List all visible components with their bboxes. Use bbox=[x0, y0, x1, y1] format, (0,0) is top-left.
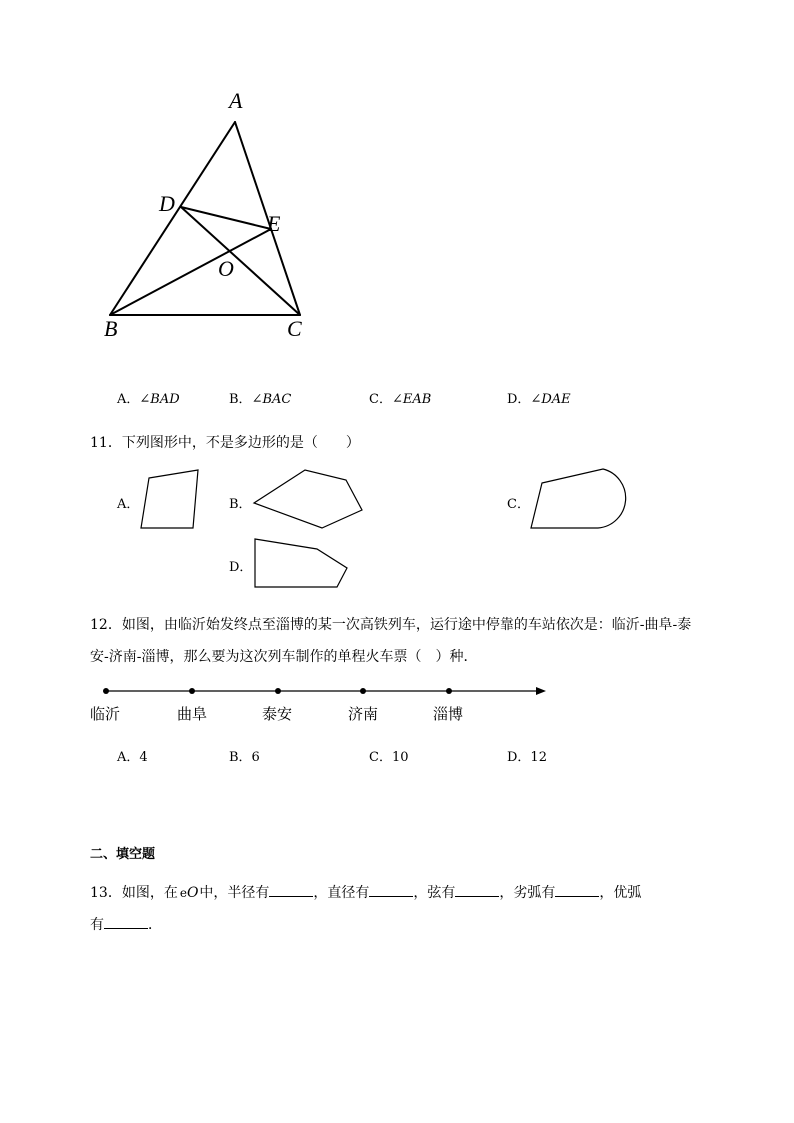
angle-symbol: ∠ bbox=[530, 392, 542, 407]
q13-question-line2 bbox=[90, 914, 162, 934]
circle-symbol: e bbox=[179, 886, 187, 900]
section-title: 二、填空题 bbox=[90, 847, 156, 862]
q11-option-b-label: B． bbox=[229, 497, 252, 512]
q13-line2-prefix: 有 bbox=[90, 917, 104, 933]
q11-option-a-label: A． bbox=[117, 497, 140, 512]
vertex-label-e: E bbox=[267, 211, 281, 236]
option-text: BAC bbox=[262, 392, 292, 407]
q13-prefix: 13．如图，在 bbox=[90, 885, 178, 901]
station-dot bbox=[103, 688, 109, 694]
option-letter: C． bbox=[369, 392, 392, 407]
q13-part5: ，优弧 bbox=[599, 885, 642, 901]
answer-blank-chord[interactable] bbox=[455, 882, 499, 897]
station-dot bbox=[189, 688, 195, 694]
q12-option-b: B．6 bbox=[229, 750, 260, 765]
answer-blank-diameter[interactable] bbox=[369, 882, 413, 897]
q11-question: 11．下列图形中，不是多边形的是（ ） bbox=[90, 435, 360, 451]
arrow-head bbox=[536, 687, 546, 695]
vertex-label-a: A bbox=[229, 88, 243, 113]
angle-symbol: ∠ bbox=[391, 392, 403, 407]
q11-option-c-label: C． bbox=[507, 497, 530, 512]
option-text: EAB bbox=[402, 392, 432, 407]
q12-question-line1: 12．如图，由临沂始发终点至淄博的某一次高铁列车，运行途中停靠的车站依次是：临沂-曲阜-泰 bbox=[90, 617, 692, 633]
option-text: DAE bbox=[541, 392, 571, 407]
q11-option-d-label: D． bbox=[229, 560, 253, 575]
vertex-label-c: C bbox=[287, 316, 302, 341]
option-letter: D． bbox=[507, 392, 531, 407]
station-label-linyi: 临沂 bbox=[90, 705, 121, 723]
answer-blank-radius[interactable] bbox=[269, 882, 313, 897]
station-label-taian: 泰安 bbox=[262, 705, 293, 723]
option-letter: A． bbox=[117, 392, 140, 407]
station-dot bbox=[275, 688, 281, 694]
answer-blank-minor-arc[interactable] bbox=[555, 882, 599, 897]
q13-part1: 中，半径有 bbox=[199, 885, 270, 901]
angle-symbol: ∠ bbox=[251, 392, 263, 407]
station-dot bbox=[360, 688, 366, 694]
station-dot bbox=[446, 688, 452, 694]
q13-part4: ，劣弧有 bbox=[499, 885, 556, 901]
q12-option-c: C．10 bbox=[369, 750, 409, 765]
station-label-zibo: 淄博 bbox=[433, 705, 464, 723]
answer-blank-major-arc[interactable] bbox=[104, 914, 148, 929]
q13-part3: ，弦有 bbox=[413, 885, 456, 901]
q13-question-line1 bbox=[90, 882, 641, 902]
option-text: BAD bbox=[150, 392, 180, 407]
option-letter: B． bbox=[229, 392, 252, 407]
point-label-o: O bbox=[218, 256, 234, 281]
q12-option-a: A．4 bbox=[117, 750, 148, 765]
angle-symbol: ∠ bbox=[139, 392, 151, 407]
station-label-qufu: 曲阜 bbox=[177, 705, 208, 723]
circle-name: O bbox=[186, 885, 199, 901]
q13-part2: ，直径有 bbox=[313, 885, 370, 901]
q12-question-line2: 安-济南-淄博，那么要为这次列车制作的单程火车票（ ）种． bbox=[90, 649, 478, 665]
vertex-label-d: D bbox=[159, 191, 175, 216]
q12-option-d: D．12 bbox=[507, 750, 547, 765]
vertex-label-b: B bbox=[104, 316, 118, 341]
q13-line2-suffix: ． bbox=[148, 917, 162, 933]
station-label-jinan: 济南 bbox=[348, 705, 379, 723]
